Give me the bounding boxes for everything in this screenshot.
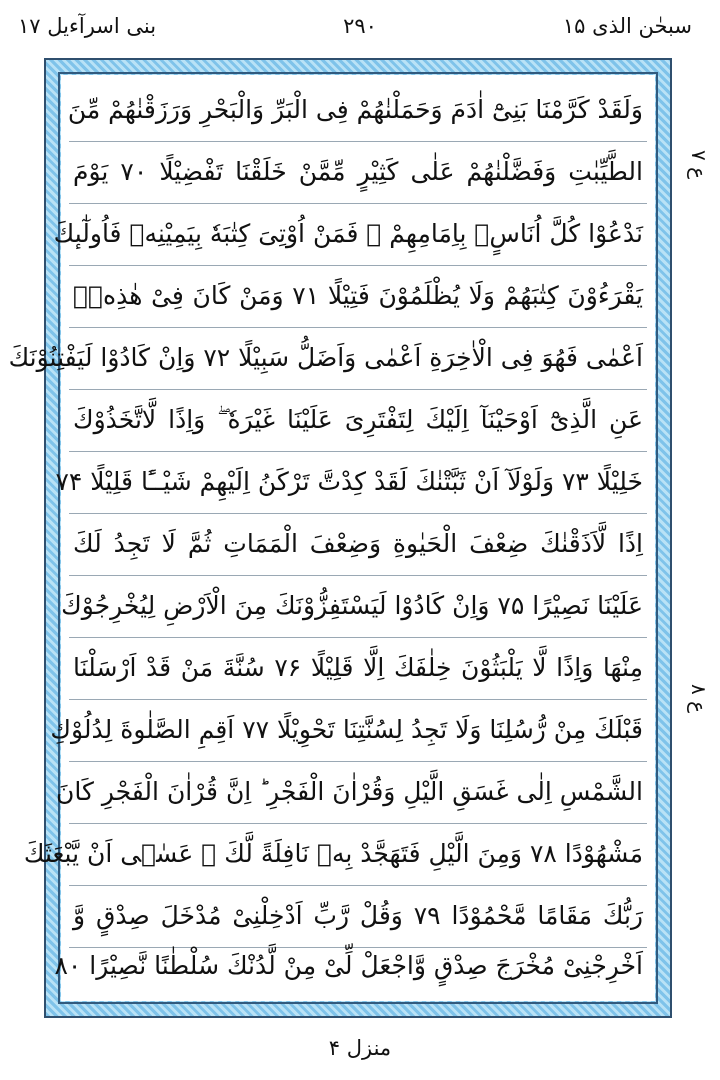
para-name: سبحٰن الذی ۱۵ — [562, 14, 692, 38]
line-rule — [69, 513, 647, 514]
verse-line-1: وَلَقَدْ كَرَّمْنَا بَنِیْٓ اٰدَمَ وَحَمَلْنٰهُمْ فِی الْبَرِّ وَالْبَحْرِ وَرَزَقْنٰهُمْ مِّنَ — [67, 95, 643, 124]
line-rule — [69, 761, 647, 762]
line-rule — [69, 327, 647, 328]
verse-line-2: الطَّیِّبٰتِ وَفَضَّلْنٰهُمْ عَلٰى كَثِیْرٍ مِّمَّنْ خَلَقْنَا تَفْضِیْلًا ۷۰ یَوْمَ — [73, 157, 643, 186]
line-rule — [69, 265, 647, 266]
line-rule — [69, 451, 647, 452]
line-rule — [69, 203, 647, 204]
verse-line-14: رَبُّكَ مَقَامًا مَّحْمُوْدًا ۷۹ وَقُلْ رَّبِّ اَدْخِلْنِیْ مُدْخَلَ صِدْقٍ وَّ — [73, 901, 643, 930]
page-number: ۲۹۰ — [343, 14, 377, 38]
surah-name: بنی اسرآءیل ۱۷ — [18, 14, 157, 38]
line-rule — [69, 389, 647, 390]
verse-line-4: یَقْرَءُوْنَ كِتٰبَهُمْ وَلَا یُظْلَمُوْنَ فَتِیْلًا ۷۱ وَمَنْ كَانَ فِیْ هٰذِهٖۤ — [73, 281, 644, 310]
verse-line-13: مَشْهُوْدًا ۷۸ وَمِنَ الَّیْلِ فَتَهَجَّدْ بِهٖ نَافِلَةً لَّكَ ۖ عَسٰۤى اَنْ یَّبْعَثَكَ — [23, 839, 643, 868]
verse-line-11: قَبْلَكَ مِنْ رُّسُلِنَا وَلَا تَجِدُ لِسُنَّتِنَا تَحْوِیْلًا ۷۷ اَقِمِ الصَّلٰوةَ لِدُلُوْكِ — [50, 715, 643, 744]
page-header — [0, 0, 720, 52]
verse-line-5: اَعْمٰى فَهُوَ فِی الْاٰخِرَةِ اَعْمٰى وَاَضَلُّ سَبِیْلًا ۷۲ وَاِنْ كَادُوْا لَیَفْتِنُوْنَكَ — [8, 343, 643, 372]
verse-line-6: عَنِ الَّذِیْٓ اَوْحَیْنَآ اِلَیْكَ لِتَفْتَرِیَ عَلَیْنَا غَیْرَهٗ ۖ وَاِذًا لَّاتَّخَذُوْكَ — [73, 405, 643, 434]
line-rule — [69, 823, 647, 824]
verse-line-12: الشَّمْسِ اِلٰى غَسَقِ الَّیْلِ وَقُرْاٰنَ الْفَجْرِ ؕ اِنَّ قُرْاٰنَ الْفَجْرِ كَانَ — [56, 777, 643, 806]
manzil-footer: منزل ۴ — [328, 1036, 392, 1060]
line-rule — [69, 699, 647, 700]
ornamental-border — [8, 58, 672, 1018]
verse-line-8: اِذًا لَّاَذَقْنٰكَ ضِعْفَ الْحَیٰوةِ وَضِعْفَ الْمَمَاتِ ثُمَّ لَا تَجِدُ لَكَ — [73, 529, 643, 558]
text-panel — [8, 75, 655, 1001]
line-rule — [69, 637, 647, 638]
ruku-mark-7: ع ۷ — [687, 150, 711, 180]
ruku-mark-8: ع ۸ — [687, 684, 711, 714]
line-rule — [69, 885, 647, 886]
verse-line-10: مِنْهَا وَاِذًا لَّا یَلْبَثُوْنَ خِلٰفَكَ اِلَّا قَلِیْلًا ۷۶ سُنَّةَ مَنْ قَدْ اَرْسَلْنَا — [73, 653, 643, 682]
line-rule — [69, 575, 647, 576]
verse-line-3: نَدْعُوْا كُلَّ اُنَاسٍۭ بِاِمَامِهِمْ ۚ فَمَنْ اُوْتِیَ كِتٰبَهٗ بِیَمِیْنِهٖ فَاُولٰٓىٕكَ — [53, 219, 643, 248]
verse-line-7: خَلِیْلًا ۷۳ وَلَوْلَآ اَنْ ثَبَّتْنٰكَ لَقَدْ كِدْتَّ تَرْكَنُ اِلَیْهِمْ شَیْــًٔا قَلِیْلًا ۷۴ — [55, 467, 643, 496]
verse-line-9: عَلَیْنَا نَصِیْرًا ۷۵ وَاِنْ كَادُوْا لَیَسْتَفِزُّوْنَكَ مِنَ الْاَرْضِ لِیُخْرِجُوْكَ — [61, 591, 643, 620]
line-rule — [69, 141, 647, 142]
verse-line-15: اَخْرِجْنِیْ مُخْرَجَ صِدْقٍ وَّاجْعَلْ لِّیْ مِنْ لَّدُنْكَ سُلْطٰنًا نَّصِیْرًا ۸۰ — [54, 951, 643, 980]
